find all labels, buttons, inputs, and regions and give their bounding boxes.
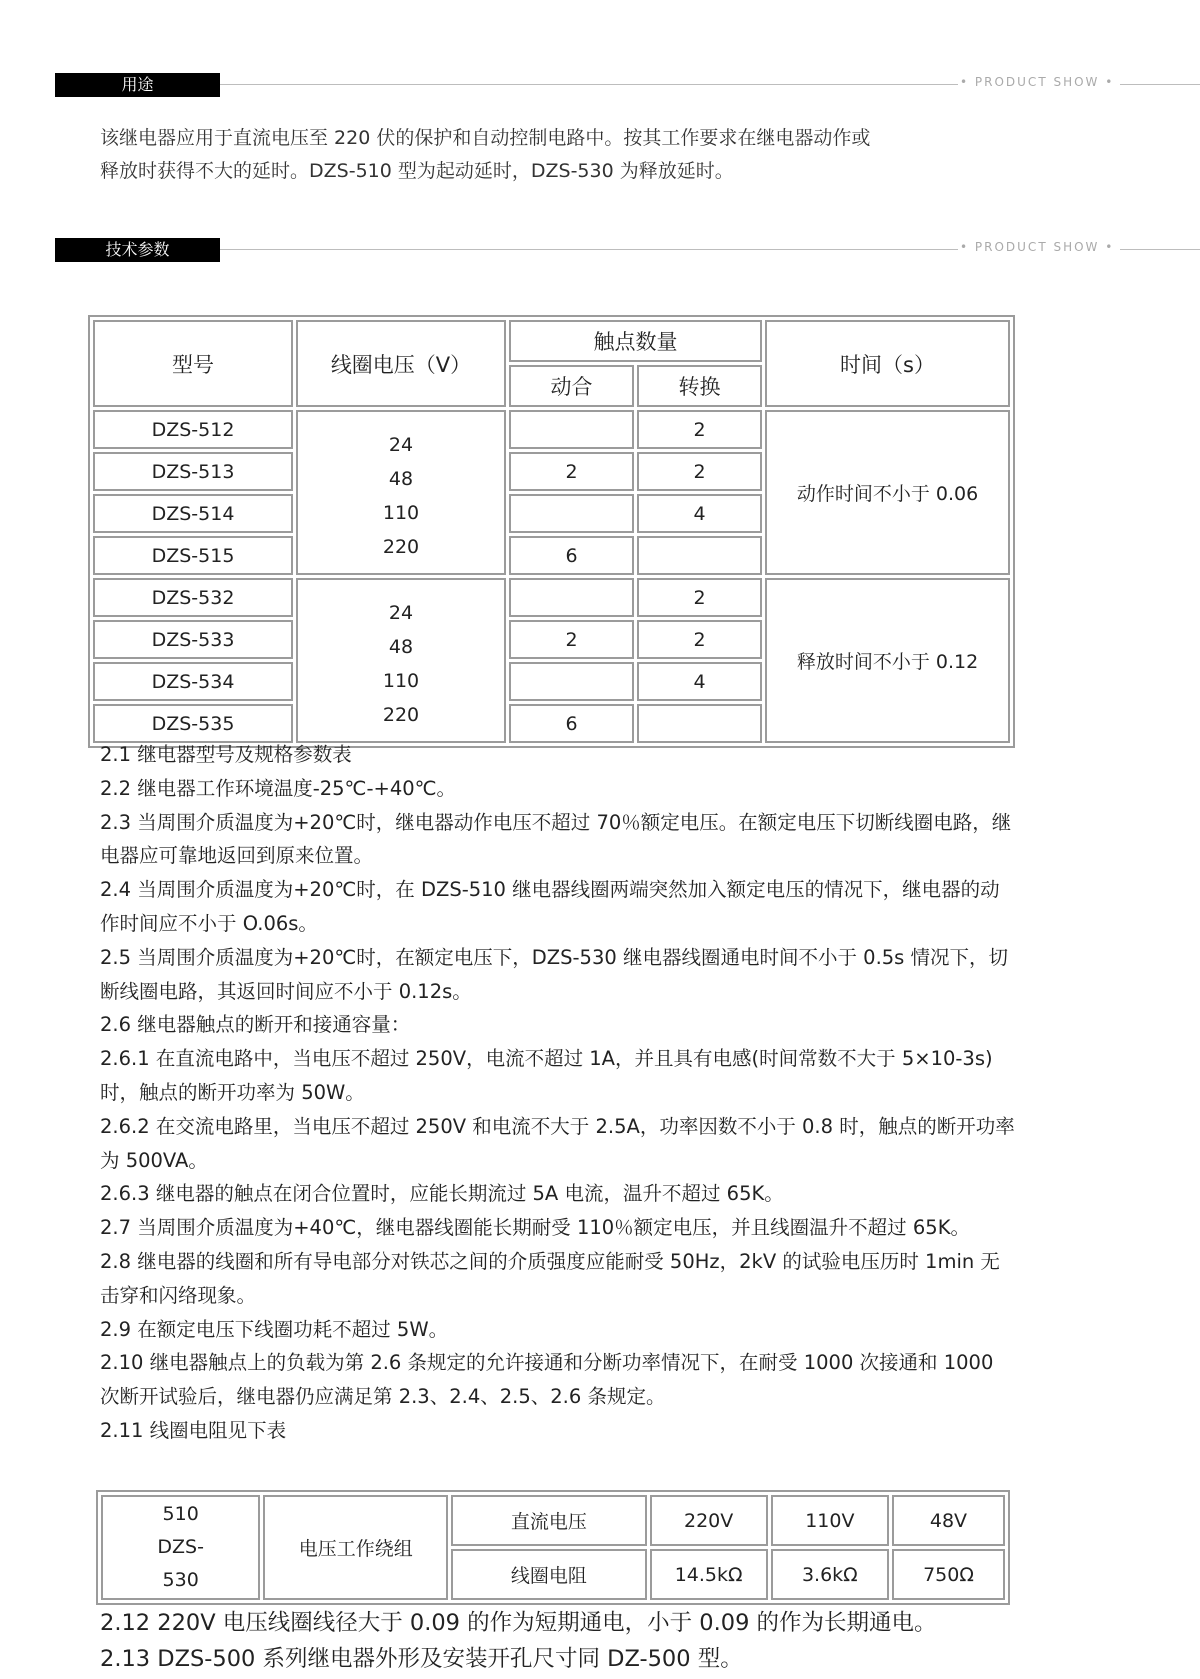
- spec-notes: [100, 738, 1015, 1448]
- make-cell: 2: [509, 620, 634, 659]
- product-show-tag: • PRODUCT SHOW •: [960, 75, 1115, 89]
- header-changeover: 转换: [637, 365, 762, 407]
- changeover-cell: [637, 536, 762, 575]
- time-cell: 动作时间不小于 0.06: [765, 410, 1010, 575]
- intro-paragraph: [100, 122, 1000, 188]
- note-item: 2.7 当周围介质温度为+40℃，继电器线圈能长期耐受 110％额定电压，并且线圈温升不超过 65K。: [100, 1216, 970, 1240]
- model-cell: DZS-535: [93, 704, 293, 743]
- model-cell: DZS-513: [93, 452, 293, 491]
- dc-voltage-label: 直流电压: [451, 1495, 646, 1546]
- make-cell: 6: [509, 704, 634, 743]
- table-row: [93, 578, 1010, 617]
- model-line: 510: [162, 1503, 199, 1525]
- model-cell: DZS-515: [93, 536, 293, 575]
- model-cell: DZS-534: [93, 662, 293, 701]
- note-item: 2.4 当周围介质温度为+20℃时，在 DZS-510 继电器线圈两端突然加入额定电压的情况下，继电器的动作时间应不小于 O.06s。: [100, 878, 1000, 935]
- voltage-value: 110: [382, 501, 420, 524]
- note-item: 2.6.1 在直流电路中，当电压不超过 250V，电流不超过 1A，并且具有电感(时间常数不大于 5×10-3s)时，触点的断开功率为 50W。: [100, 1047, 993, 1104]
- divider: [220, 249, 958, 250]
- table-row: [93, 410, 1010, 449]
- changeover-cell: 2: [637, 410, 762, 449]
- make-cell: [509, 494, 634, 533]
- changeover-cell: 4: [637, 494, 762, 533]
- note-item: 2.12 220V 电压线圈线径大于 0.09 的作为短期通电，小于 0.09 的作为长期通电。: [100, 1610, 937, 1636]
- voltage-value: 24: [388, 601, 414, 624]
- make-cell: [509, 578, 634, 617]
- model-line: 530: [162, 1569, 199, 1591]
- note-item: 2.1 继电器型号及规格参数表: [100, 743, 352, 766]
- voltage-value: 24: [388, 433, 414, 456]
- changeover-cell: 2: [637, 452, 762, 491]
- make-cell: 2: [509, 452, 634, 491]
- resistance-cell: 3.6kΩ: [771, 1549, 889, 1600]
- model-cell: DZS-512: [93, 410, 293, 449]
- make-cell: [509, 410, 634, 449]
- voltage-value: 110: [382, 669, 420, 692]
- section-header-usage: [55, 73, 1145, 99]
- resistance-cell: 14.5kΩ: [650, 1549, 768, 1600]
- note-item: 2.2 继电器工作环境温度-25℃-+40℃。: [100, 776, 457, 800]
- voltage-cell: [296, 410, 506, 575]
- note-item: 2.5 当周围介质温度为+20℃时，在额定电压下，DZS-530 继电器线圈通电时间不小于 0.5s 情况下，切断线圈电路，其返回时间应不小于 0.12s。: [100, 945, 1009, 1003]
- divider: [220, 84, 958, 85]
- divider: [1120, 249, 1200, 250]
- changeover-cell: 2: [637, 578, 762, 617]
- header-make: 动合: [509, 365, 634, 407]
- section-label-usage: 用途: [55, 73, 220, 97]
- voltage-value: 220: [382, 535, 420, 558]
- voltage-value: 48: [388, 635, 414, 658]
- intro-line: 该继电器应用于直流电压至 220 伏的保护和自动控制电路中。按其工作要求在继电器动作或: [100, 127, 871, 149]
- model-line: DZS-: [157, 1536, 204, 1558]
- coil-resistance-label: 线圈电阻: [451, 1549, 646, 1600]
- note-item: 2.8 继电器的线圈和所有导电部分对铁芯之间的介质强度应能耐受 50Hz，2kV 的试验电压历时 1min 无击穿和闪络现象。: [100, 1249, 1000, 1307]
- divider: [1120, 84, 1200, 85]
- coil-resistance-table: [96, 1490, 1010, 1605]
- section-header-params: [55, 238, 1145, 264]
- header-time: 时间（s）: [765, 320, 1010, 407]
- model-cell: [101, 1495, 260, 1600]
- winding-cell: 电压工作绕组: [263, 1495, 448, 1600]
- note-item: 2.10 继电器触点上的负载为第 2.6 条规定的允许接通和分断功率情况下，在耐受 1000 次接通和 1000 次断开试验后，继电器仍应满足第 2.3、2.4、2.5、2.6 条规定。: [100, 1351, 994, 1409]
- product-show-tag: • PRODUCT SHOW •: [960, 240, 1115, 254]
- voltage-cell: 48V: [892, 1495, 1005, 1546]
- time-cell: 释放时间不小于 0.12: [765, 578, 1010, 743]
- tail-notes: [100, 1605, 1100, 1677]
- note-item: 2.3 当周围介质温度为+20℃时，继电器动作电压不超过 70％额定电压。在额定电压下切断线圈电路，继电器应可靠地返回到原来位置。: [100, 810, 1012, 868]
- header-coil-voltage: 线圈电压（V）: [296, 320, 506, 407]
- note-item: 2.6 继电器触点的断开和接通容量：: [100, 1013, 411, 1037]
- spec-table: [88, 315, 1015, 748]
- header-model: 型号: [93, 320, 293, 407]
- voltage-cell: 110V: [771, 1495, 889, 1546]
- note-item: 2.9 在额定电压下线圈功耗不超过 5W。: [100, 1317, 449, 1341]
- make-cell: [509, 662, 634, 701]
- make-cell: 6: [509, 536, 634, 575]
- voltage-cell: [296, 578, 506, 743]
- header-contacts: 触点数量: [509, 320, 762, 362]
- section-label-params: 技术参数: [55, 238, 220, 262]
- model-cell: DZS-532: [93, 578, 293, 617]
- note-item: 2.6.2 在交流电路里，当电压不超过 250V 和电流不大于 2.5A，功率因数不小于 0.8 时，触点的断开功率为 500VA。: [100, 1114, 1015, 1172]
- model-cell: DZS-533: [93, 620, 293, 659]
- note-item: 2.11 线圈电阻见下表: [100, 1418, 287, 1442]
- changeover-cell: 4: [637, 662, 762, 701]
- note-item: 2.6.3 继电器的触点在闭合位置时，应能长期流过 5A 电流，温升不超过 65K。: [100, 1182, 784, 1206]
- voltage-cell: 220V: [650, 1495, 768, 1546]
- intro-line: 释放时获得不大的延时。DZS-510 型为起动延时，DZS-530 为释放延时。: [100, 160, 734, 182]
- voltage-value: 48: [388, 467, 414, 490]
- voltage-value: 220: [382, 703, 420, 726]
- note-item: 2.13 DZS-500 系列继电器外形及安装开孔尺寸同 DZ-500 型。: [100, 1646, 743, 1672]
- model-cell: DZS-514: [93, 494, 293, 533]
- resistance-cell: 750Ω: [892, 1549, 1005, 1600]
- changeover-cell: 2: [637, 620, 762, 659]
